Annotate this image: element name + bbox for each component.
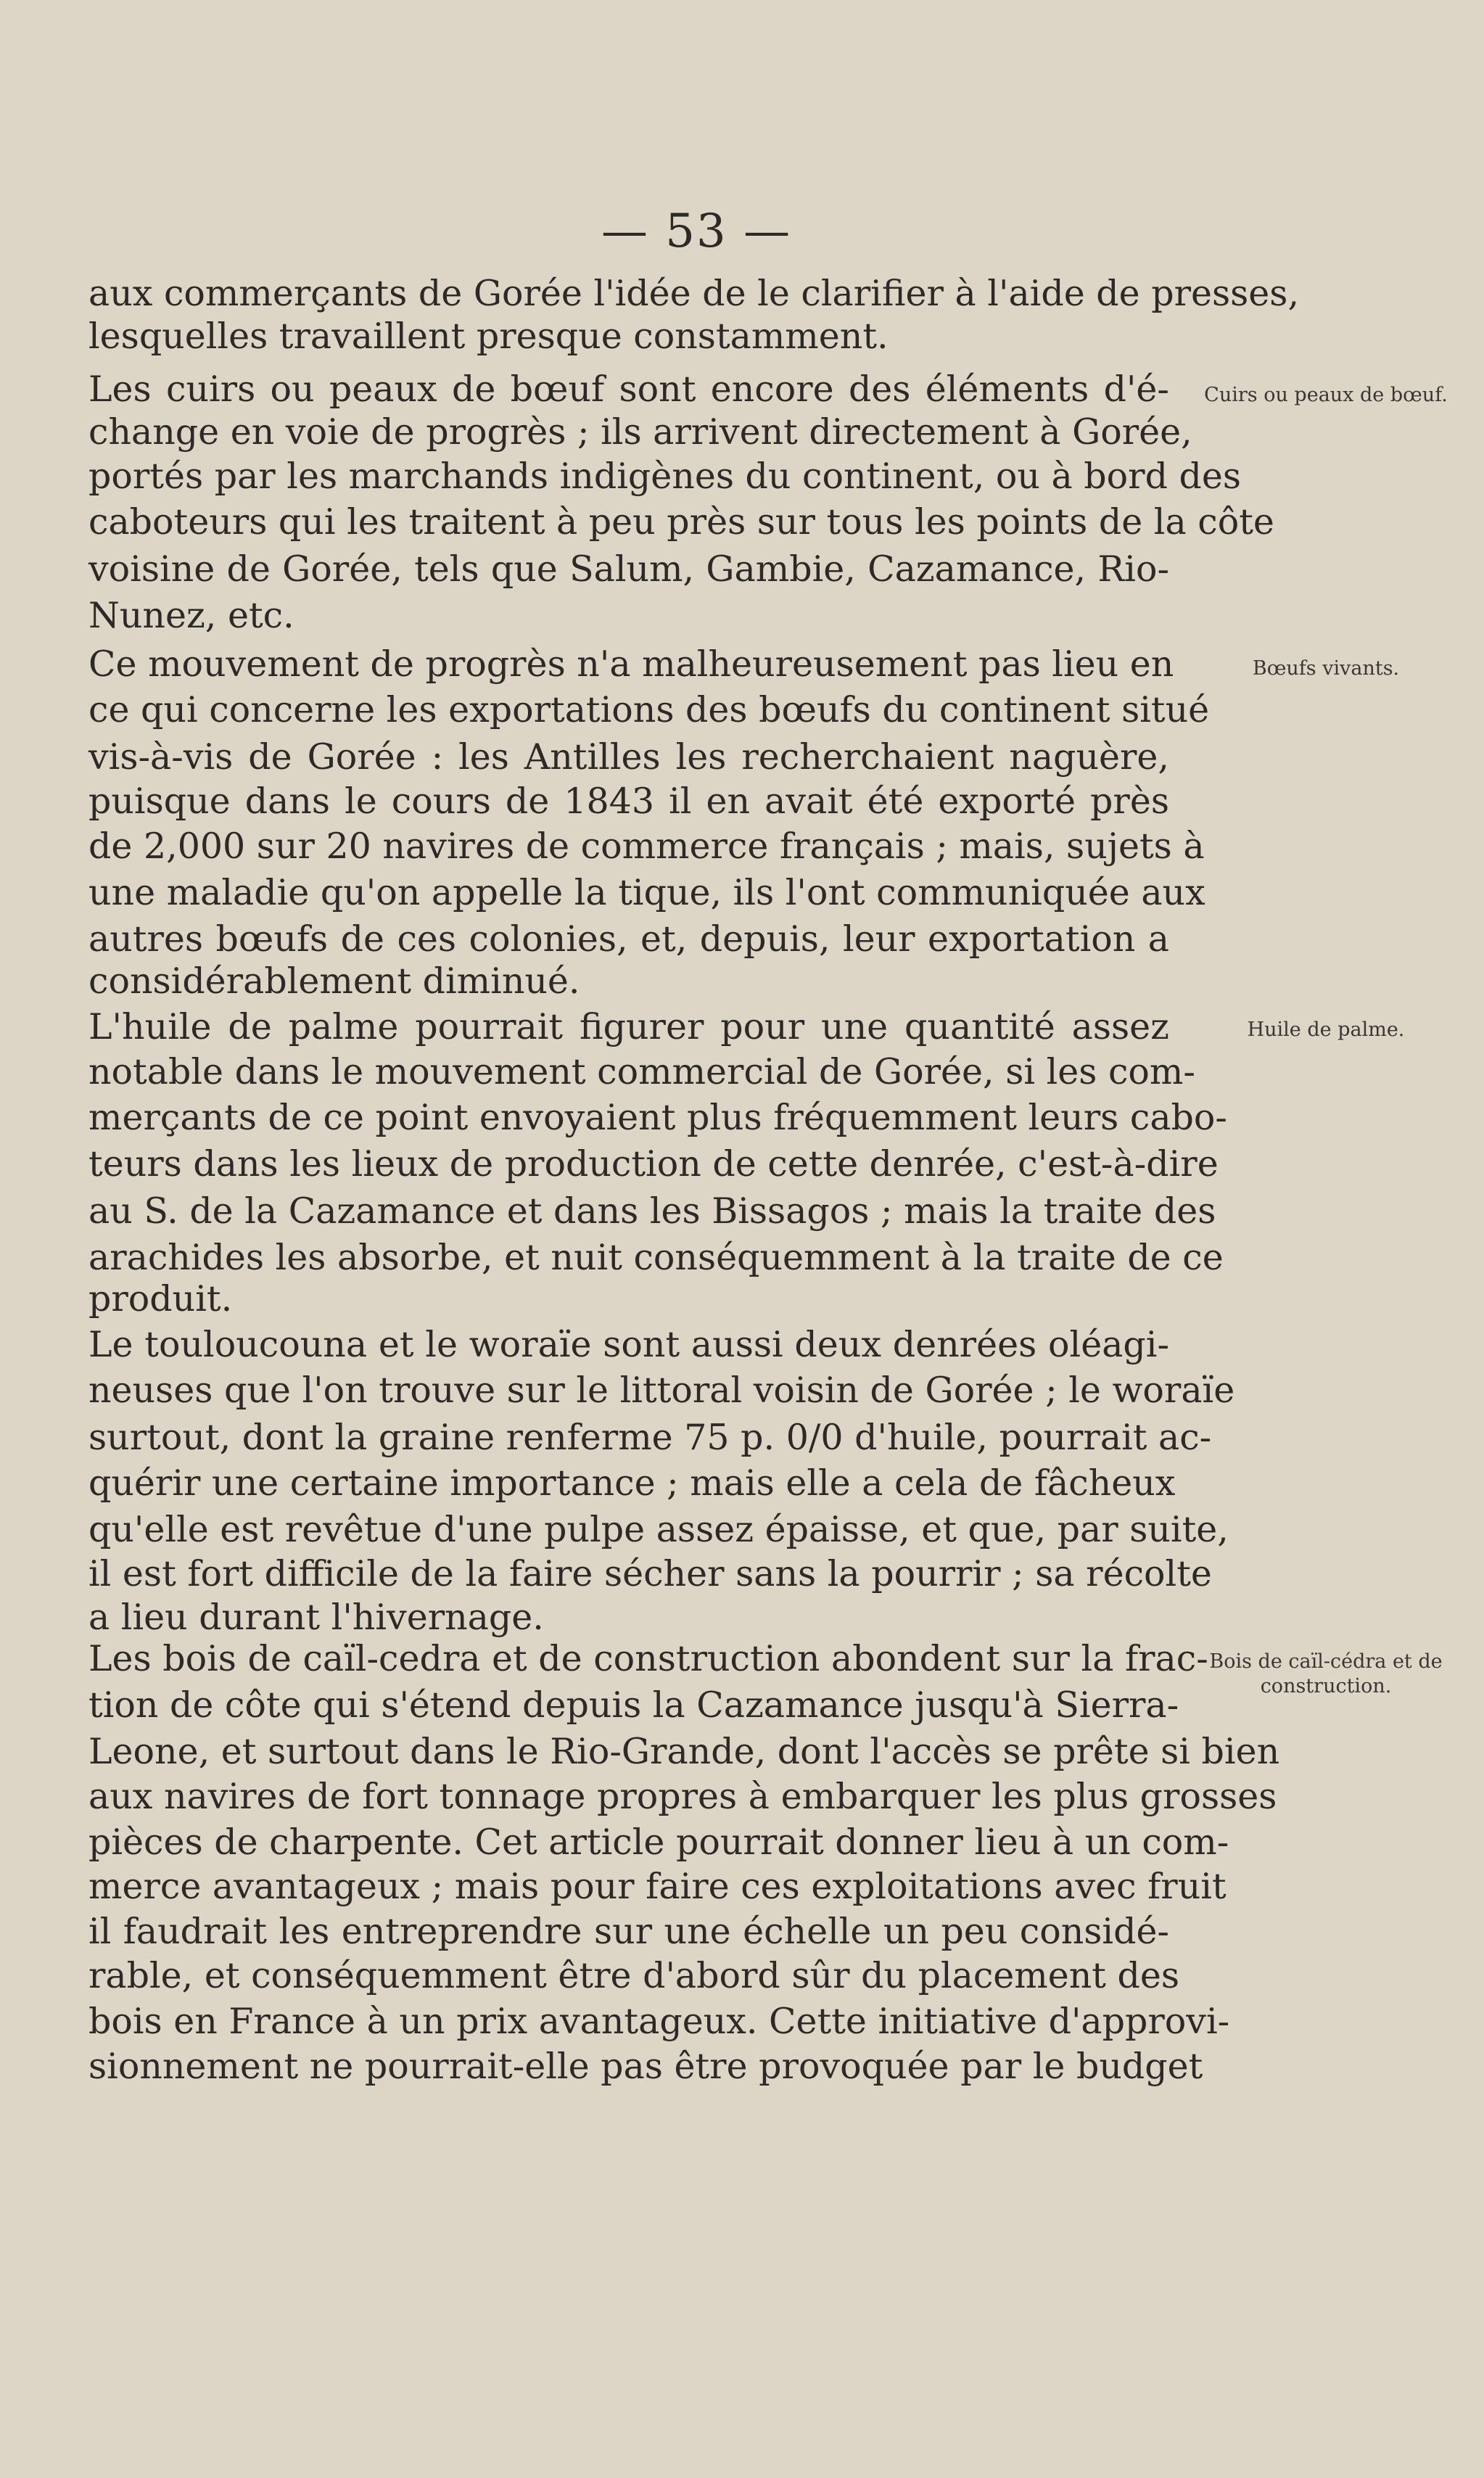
margin-note-bois: Bois de caïl-cédra et de construction. [1209, 1650, 1443, 1697]
text-line: a lieu durant l'hivernage. [88, 1597, 544, 1638]
text-line: voisine de Gorée, tels que Salum, Gambie, Cazamance, Rio- [88, 548, 1169, 590]
text-line: Le touloucouna et le woraïe sont aussi deux denrées oléagi- [88, 1324, 1169, 1365]
margin-note-huile: Huile de palme. [1247, 1018, 1405, 1041]
text-line: surtout, dont la graine renferme 75 p. 0/0 d'huile, pourrait ac- [88, 1417, 1212, 1458]
text-line: pièces de charpente. Cet article pourrait donner lieu à un com- [88, 1822, 1229, 1863]
text-line: aux navires de fort tonnage propres à embarquer les plus grosses [88, 1776, 1277, 1817]
text-line: au S. de la Cazamance et dans les Bissagos ; mais la traite des [88, 1190, 1216, 1232]
text-line: une maladie qu'on appelle la tique, ils l'ont communiquée aux [88, 872, 1205, 913]
text-line: Les cuirs ou peaux de bœuf sont encore des éléments d'é- [88, 369, 1169, 410]
text-line: puisque dans le cours de 1843 il en avait été exporté près [88, 781, 1169, 822]
text-line: Nunez, etc. [88, 595, 294, 636]
text-line: considérablement diminué. [88, 960, 580, 1002]
page-number: — 53 — [601, 205, 792, 258]
text-line: Les bois de caïl-cedra et de construction abondent sur la frac- [88, 1638, 1208, 1679]
text-line: L'huile de palme pourrait figurer pour une quantité assez [88, 1006, 1169, 1047]
text-line: neuses que l'on trouve sur le littoral voisin de Gorée ; le woraïe [88, 1370, 1235, 1411]
text-line: notable dans le mouvement commercial de Gorée, si les com- [88, 1051, 1195, 1092]
text-line: vis-à-vis de Gorée : les Antilles les recherchaient naguère, [88, 736, 1169, 778]
text-line: change en voie de progrès ; ils arrivent directement à Gorée, [88, 411, 1192, 453]
text-line: sionnement ne pourrait-elle pas être provoquée par le budget [88, 2046, 1203, 2087]
margin-note-boeufs: Bœufs vivants. [1252, 657, 1400, 680]
text-line: autres bœufs de ces colonies, et, depuis, leur exportation a [88, 918, 1169, 960]
text-line: qu'elle est revêtue d'une pulpe assez épaisse, et que, par suite, [88, 1509, 1229, 1550]
text-line: bois en France à un prix avantageux. Cette initiative d'approvi- [88, 2001, 1230, 2042]
text-line: ce qui concerne les exportations des bœufs du continent situé [88, 689, 1210, 730]
text-line: arachides les absorbe, et nuit conséquemment à la traite de ce [88, 1237, 1224, 1278]
text-line: teurs dans les lieux de production de cette denrée, c'est-à-dire [88, 1143, 1219, 1185]
text-line: Leone, et surtout dans le Rio-Grande, dont l'accès se prête si bien [88, 1731, 1280, 1772]
margin-note-cuirs: Cuirs ou peaux de bœuf. [1204, 384, 1448, 406]
text-line: il est fort difficile de la faire sécher sans la pourrir ; sa récolte [88, 1553, 1212, 1594]
text-line: tion de côte qui s'étend depuis la Cazamance jusqu'à Sierra- [88, 1684, 1179, 1726]
text-line: il faudrait les entreprendre sur une échelle un peu considé- [88, 1911, 1169, 1952]
text-line: quérir une certaine importance ; mais elle a cela de fâcheux [88, 1462, 1176, 1504]
text-line: rable, et conséquemment être d'abord sûr du placement des [88, 1955, 1180, 1996]
text-line: merce avantageux ; mais pour faire ces exploitations avec fruit [88, 1866, 1227, 1907]
text-line: aux commerçants de Gorée l'idée de le clarifier à l'aide de presses, [88, 273, 1300, 314]
text-line: de 2,000 sur 20 navires de commerce français ; mais, sujets à [88, 826, 1205, 867]
text-line: produit. [88, 1278, 233, 1320]
text-line: lesquelles travaillent presque constamment. [88, 316, 889, 357]
text-line: merçants de ce point envoyaient plus fréquemment leurs cabo- [88, 1097, 1227, 1138]
text-line: caboteurs qui les traitent à peu près sur tous les points de la côte [88, 501, 1274, 543]
text-line: Ce mouvement de progrès n'a malheureusement pas lieu en [88, 643, 1174, 685]
text-line: portés par les marchands indigènes du continent, ou à bord des [88, 456, 1242, 497]
